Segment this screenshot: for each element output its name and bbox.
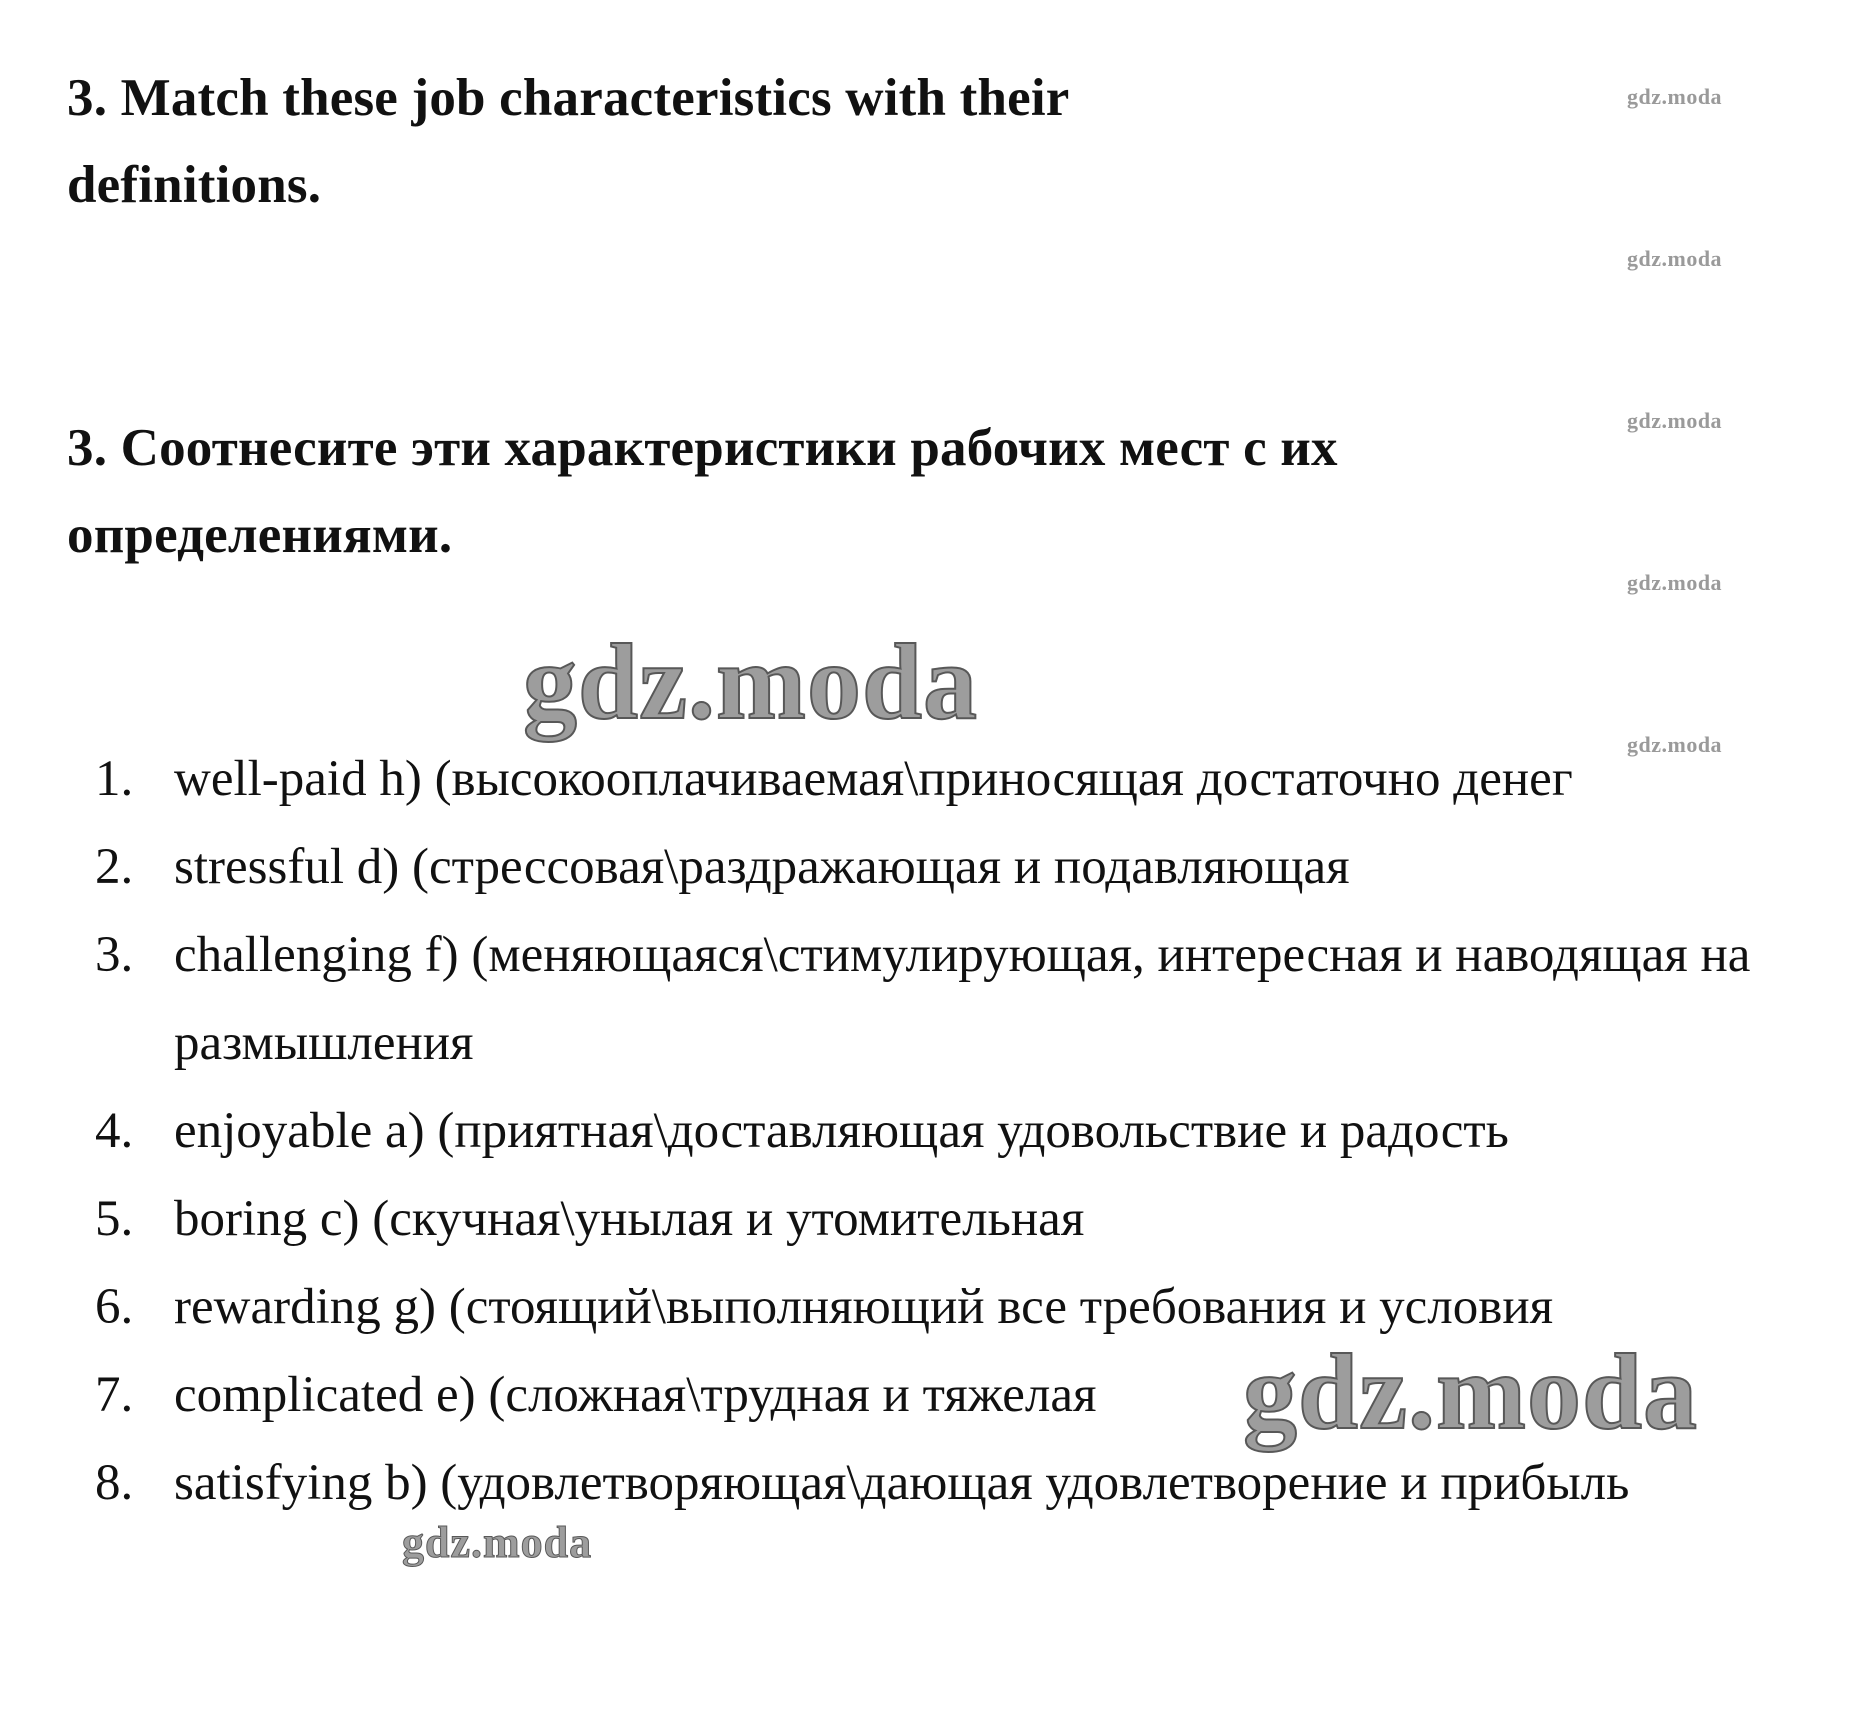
answer-text: satisfying b) (удовлетворяющая\дающая удовлетворение и прибыль xyxy=(174,1455,1630,1511)
answer-text: enjoyable a) (приятная\доставляющая удовольствие и радость xyxy=(174,1103,1509,1159)
answer-number: 4. xyxy=(95,1103,134,1159)
watermark-small: gdz.moda xyxy=(1627,732,1723,757)
answer-number: 3. xyxy=(95,927,134,983)
answer-number: 8. xyxy=(95,1455,134,1511)
answer-text: challenging f) (меняющаяся\стимулирующая, интересная и наводящая на размышления xyxy=(174,927,1751,1071)
answer-number: 7. xyxy=(95,1367,134,1423)
answer-text: rewarding g) (стоящий\выполняющий все требования и условия xyxy=(174,1279,1554,1335)
watermark-small: gdz.moda xyxy=(1627,408,1723,433)
answer-number: 5. xyxy=(95,1191,134,1247)
answer-item xyxy=(95,823,1835,911)
watermark-small: gdz.moda xyxy=(1627,84,1723,109)
task-heading-russian: 3. Соотнесите эти характеристики рабочих мест с их определениями. xyxy=(67,419,1338,564)
answer-text: complicated e) (сложная\трудная и тяжелая xyxy=(174,1367,1097,1423)
answer-item xyxy=(95,1175,1835,1263)
watermark-small: gdz.moda xyxy=(1627,246,1723,271)
answer-item xyxy=(95,1439,1835,1527)
task-heading-english: 3. Match these job characteristics with their definitions. xyxy=(67,69,1069,214)
answer-number: 2. xyxy=(95,839,134,895)
answer-item xyxy=(95,1087,1835,1175)
watermark-small: gdz.moda xyxy=(1627,570,1723,595)
answer-item xyxy=(95,735,1835,823)
watermark-large: gdz.moda xyxy=(1243,1333,1699,1452)
answer-text: boring c) (скучная\унылая и утомительная xyxy=(174,1191,1085,1247)
watermark-large: gdz.moda xyxy=(523,623,979,742)
answer-text: stressful d) (стрессовая\раздражающая и подавляющая xyxy=(174,839,1350,895)
answer-number: 6. xyxy=(95,1279,134,1335)
answer-text: well-paid h) (высокооплачиваемая\приносящая достаточно денег xyxy=(174,751,1573,807)
answer-item xyxy=(95,911,1835,1087)
answer-number: 1. xyxy=(95,751,134,807)
watermark-medium: gdz.moda xyxy=(402,1518,593,1567)
